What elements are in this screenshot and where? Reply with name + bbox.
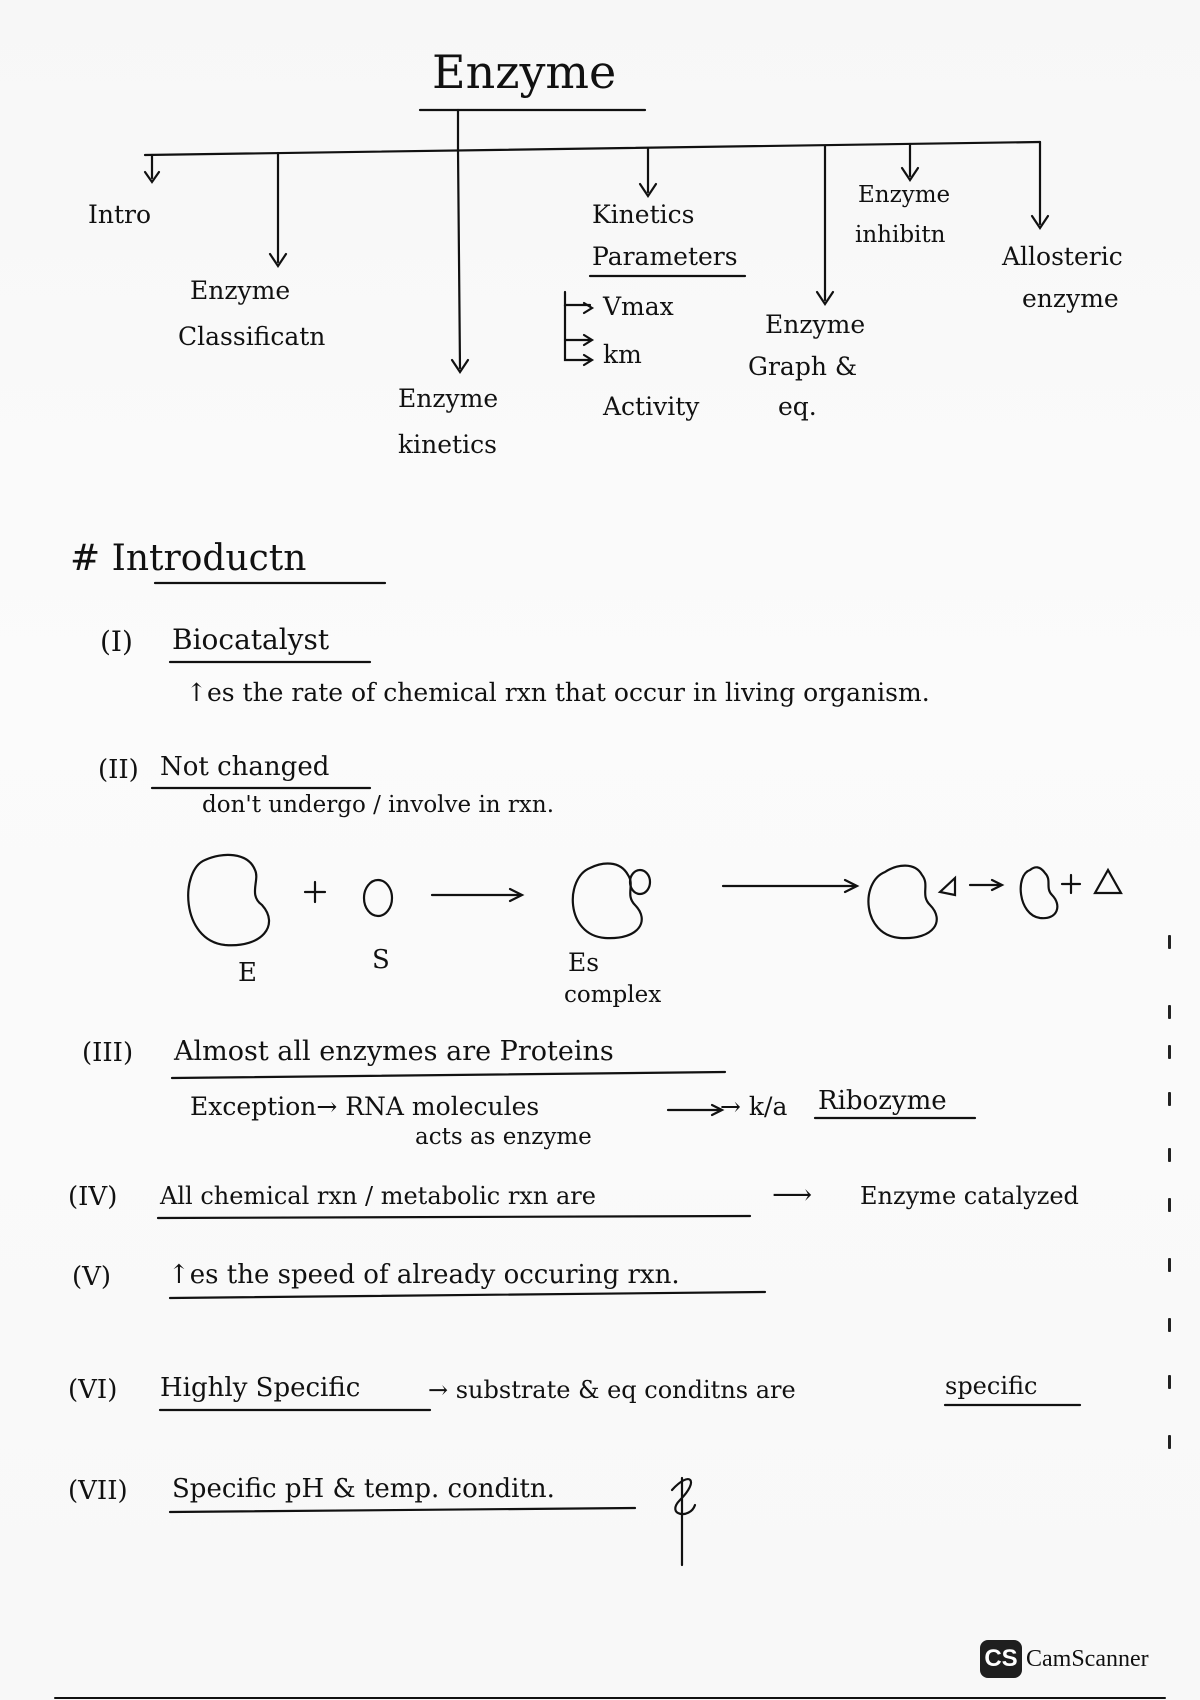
point-3-title: Almost all enzymes are Proteins xyxy=(174,1036,614,1067)
section-title: # Introductn xyxy=(70,538,307,579)
tree-kinetics-parameters-2: Parameters xyxy=(592,242,738,271)
point-4-text: All chemical rxn / metabolic rxn are xyxy=(160,1182,596,1210)
diagram-s-label: S xyxy=(372,945,390,975)
point-1-title: Biocatalyst xyxy=(172,623,330,656)
tree-allosteric-2: enzyme xyxy=(1022,284,1119,313)
tree-allosteric-1: Allosteric xyxy=(1002,242,1123,271)
tree-param-vmax: Vmax xyxy=(603,292,674,321)
point-2-number: (II) xyxy=(98,755,139,785)
point-3-arrow: → k/a xyxy=(720,1092,788,1121)
point-2-text: don't undergo / involve in rxn. xyxy=(202,792,555,818)
tree-classification-1: Enzyme xyxy=(190,276,291,305)
diagram-es-label: Es xyxy=(568,948,600,977)
tree-kinetics-parameters-1: Kinetics xyxy=(592,200,695,229)
point-6-text: → substrate & eq conditns are xyxy=(428,1376,796,1404)
point-3-text-2: acts as enzyme xyxy=(415,1124,592,1150)
point-7-number: (VII) xyxy=(68,1476,128,1506)
point-5-text: ↑es the speed of already occuring rxn. xyxy=(168,1260,680,1290)
tree-inhibition-1: Enzyme xyxy=(858,182,951,208)
tree-graph-1: Enzyme xyxy=(765,310,866,339)
point-6-specific: specific xyxy=(945,1372,1038,1400)
scan-edge-mark xyxy=(1168,935,1171,949)
scan-edge-mark xyxy=(1168,1092,1171,1106)
scan-edge-mark xyxy=(1168,1198,1171,1212)
scan-edge-mark xyxy=(1168,1375,1171,1389)
point-3-ribozyme: Ribozyme xyxy=(818,1086,947,1116)
camscanner-logo-icon: CS xyxy=(980,1640,1022,1678)
camscanner-label: CamScanner xyxy=(1026,1645,1149,1672)
point-1-text: ↑es the rate of chemical rxn that occur in living organism. xyxy=(186,678,930,707)
tree-intro: Intro xyxy=(88,200,152,229)
point-1-number: (I) xyxy=(100,625,133,658)
point-4-number: (IV) xyxy=(68,1182,118,1212)
tree-kinetics-2: kinetics xyxy=(398,430,497,459)
page-title: Enzyme xyxy=(432,45,617,99)
tree-graph-2: Graph & xyxy=(748,352,858,381)
point-6-title: Highly Specific xyxy=(160,1373,361,1403)
diagram-es-sub: complex xyxy=(564,982,662,1008)
scan-edge-mark xyxy=(1168,1005,1171,1019)
scan-edge-mark xyxy=(1168,1318,1171,1332)
tree-param-activity: Activity xyxy=(603,392,700,421)
point-3-number: (III) xyxy=(82,1038,134,1068)
camscanner-watermark xyxy=(980,1640,1149,1678)
point-4-arrow: ⟶ xyxy=(772,1178,813,1211)
tree-kinetics-1: Enzyme xyxy=(398,384,499,413)
point-5-number: (V) xyxy=(72,1262,112,1292)
tree-inhibition-2: inhibitn xyxy=(855,222,946,248)
point-6-number: (VI) xyxy=(68,1375,118,1405)
point-4-result: Enzyme catalyzed xyxy=(860,1182,1079,1210)
point-2-title: Not changed xyxy=(160,752,330,782)
point-7-text: Specific pH & temp. conditn. xyxy=(172,1474,555,1504)
scan-edge-mark xyxy=(1168,1045,1171,1059)
tree-param-km: km xyxy=(603,340,642,369)
tree-classification-2: Classificatn xyxy=(178,322,326,351)
point-3-text-1: Exception→ RNA molecules xyxy=(190,1092,540,1121)
diagram-e-label: E xyxy=(238,958,257,988)
tree-graph-3: eq. xyxy=(778,392,817,421)
scan-edge-mark xyxy=(1168,1435,1171,1449)
scan-edge-mark xyxy=(1168,1148,1171,1162)
scan-edge-mark xyxy=(1168,1258,1171,1272)
